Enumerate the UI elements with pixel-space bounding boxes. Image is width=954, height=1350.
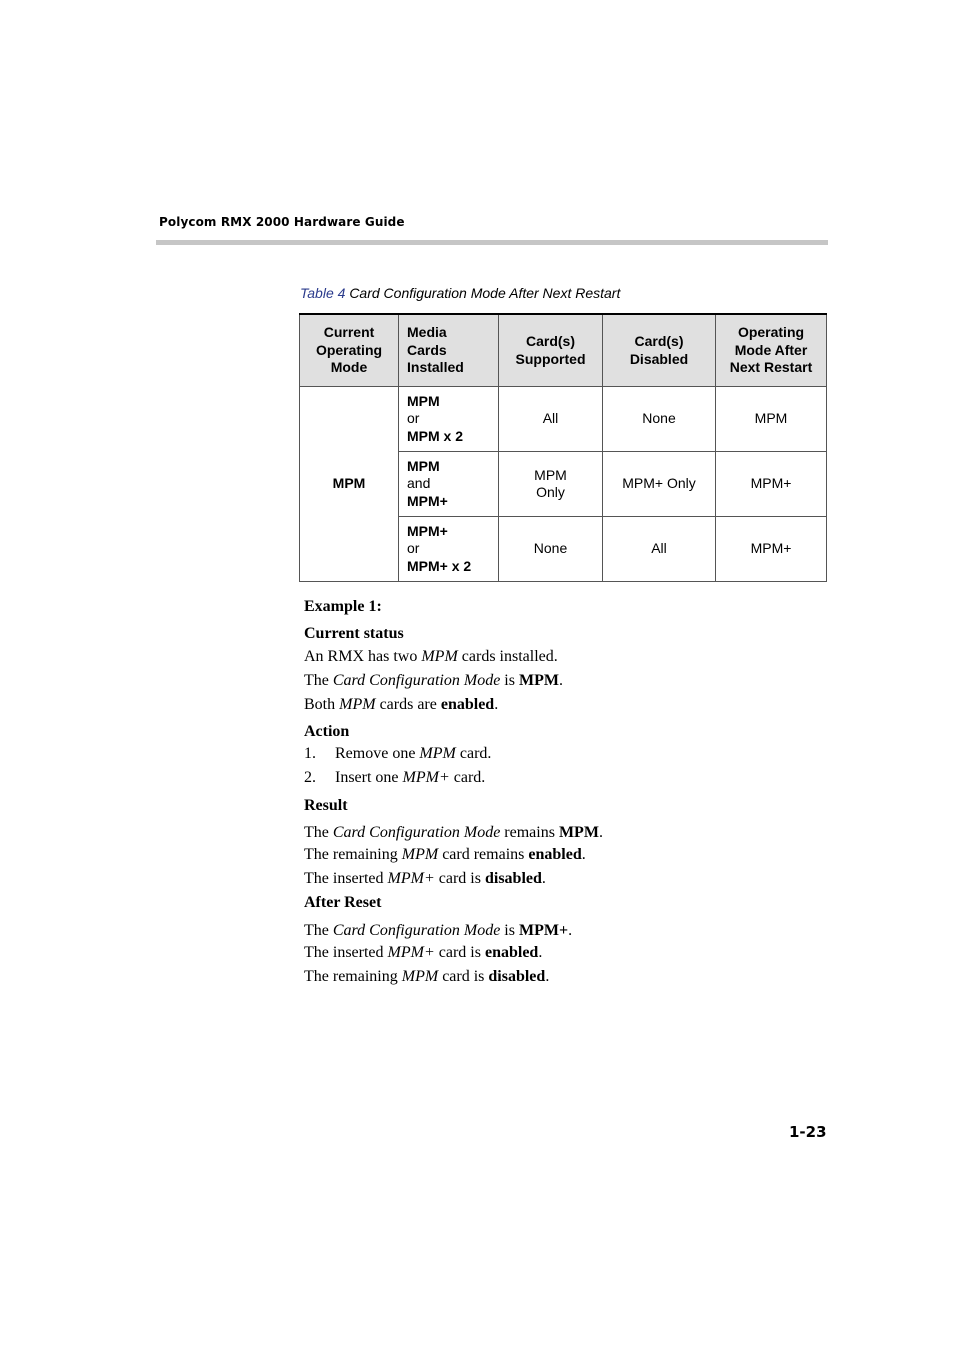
table-header-row [300,314,827,387]
disabled-cell: All [603,517,716,582]
supported-cell: MPM Only [499,452,603,517]
media-cell: MPM or MPM x 2 [399,387,499,452]
card-configuration-table [299,313,827,582]
action-step-2: 2. Insert one MPM+ card. [304,769,486,786]
header-cards-disabled: Card(s) Disabled [603,314,716,387]
header-cards-supported: Card(s) Supported [499,314,603,387]
action-heading: Action [304,723,350,740]
header-rule [156,240,828,245]
status-line-1: An RMX has two MPM cards installed. [304,648,558,665]
result-line-2: The remaining MPM card remains enabled. [304,846,586,863]
table-caption-text: Card Configuration Mode After Next Restart [349,285,621,301]
media-cell: MPM+ or MPM+ x 2 [399,517,499,582]
after-restart-cell: MPM [716,387,827,452]
table-row [300,387,827,452]
running-header: Polycom RMX 2000 Hardware Guide [159,215,405,229]
status-line-3: Both MPM cards are enabled. [304,696,499,713]
action-step-1: 1. Remove one MPM card. [304,745,492,762]
current-status-heading: Current status [304,625,404,642]
header-media-cards-installed: Media Cards Installed [399,314,499,387]
supported-cell: All [499,387,603,452]
header-current-operating-mode: Current Operating Mode [300,314,399,387]
supported-cell: None [499,517,603,582]
disabled-cell: None [603,387,716,452]
example-title: Example 1: [304,598,382,615]
media-cell: MPM and MPM+ [399,452,499,517]
after-reset-line-1: The Card Configuration Mode is MPM+. [304,922,573,939]
after-restart-cell: MPM+ [716,517,827,582]
header-operating-mode-after-restart: Operating Mode After Next Restart [716,314,827,387]
result-heading: Result [304,797,348,814]
current-mode-cell: MPM [300,387,399,582]
table-caption-number: Table 4 [300,285,346,301]
table-caption [300,285,620,301]
result-line-3: The inserted MPM+ card is disabled. [304,870,546,887]
after-restart-cell: MPM+ [716,452,827,517]
status-line-2: The Card Configuration Mode is MPM. [304,672,563,689]
after-reset-line-3: The remaining MPM card is disabled. [304,968,550,985]
after-reset-heading: After Reset [304,894,382,911]
result-line-1: The Card Configuration Mode remains MPM. [304,824,603,841]
disabled-cell: MPM+ Only [603,452,716,517]
after-reset-line-2: The inserted MPM+ card is enabled. [304,944,543,961]
page-number: 1-23 [789,1123,827,1141]
